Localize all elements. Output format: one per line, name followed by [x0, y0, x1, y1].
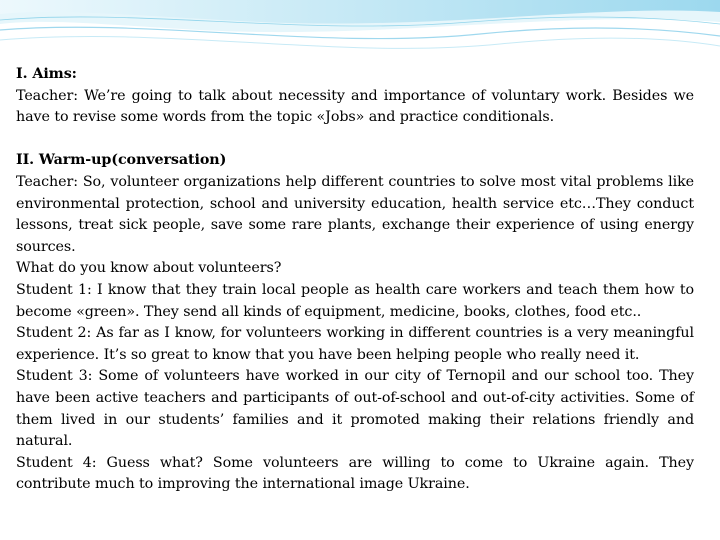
warmup-heading: II. Warm-up(conversation): [16, 152, 227, 169]
decorative-wave-header: [0, 0, 720, 70]
student-1-paragraph: Student 1: I know that they train local people as health care workers and teach them how to become «green». They send all kinds of equipment, medicine, books, clothes, food etc..: [16, 281, 694, 320]
question-line: What do you know about volunteers?: [16, 260, 282, 277]
student-3-paragraph: Student 3: Some of volunteers have worked in our city of Ternopil and our school too. They have been active teachers and participants of out-of-school and out-of-city activities. Some of them lived in our students’ families and it promoted making their relations friendly and natural.: [16, 368, 694, 450]
aims-text: Teacher: We’re going to talk about necessity and importance of voluntary work. Besides we have to revise some words from the topic «Jobs» and practice conditionals.: [16, 87, 694, 126]
aims-heading: I. Aims:: [16, 66, 77, 82]
student-4-paragraph: Student 4: Guess what? Some volunteers are willing to come to Ukraine again. They contribute much to improving the international image Ukraine.: [16, 454, 694, 493]
document-body: [16, 64, 694, 496]
student-2-paragraph: Student 2: As far as I know, for volunteers working in different countries is a very meaningful experience. It’s so great to know that you have been helping people who really need it.: [16, 325, 694, 363]
teacher-paragraph: Teacher: So, volunteer organizations help different countries to solve most vital problems like environmental protection, school and university education, health service etc…They conduct lessons, treat sick people, save some rare plants, exchange their experience of using energy sources.: [16, 173, 694, 255]
section-gap: [16, 129, 694, 151]
